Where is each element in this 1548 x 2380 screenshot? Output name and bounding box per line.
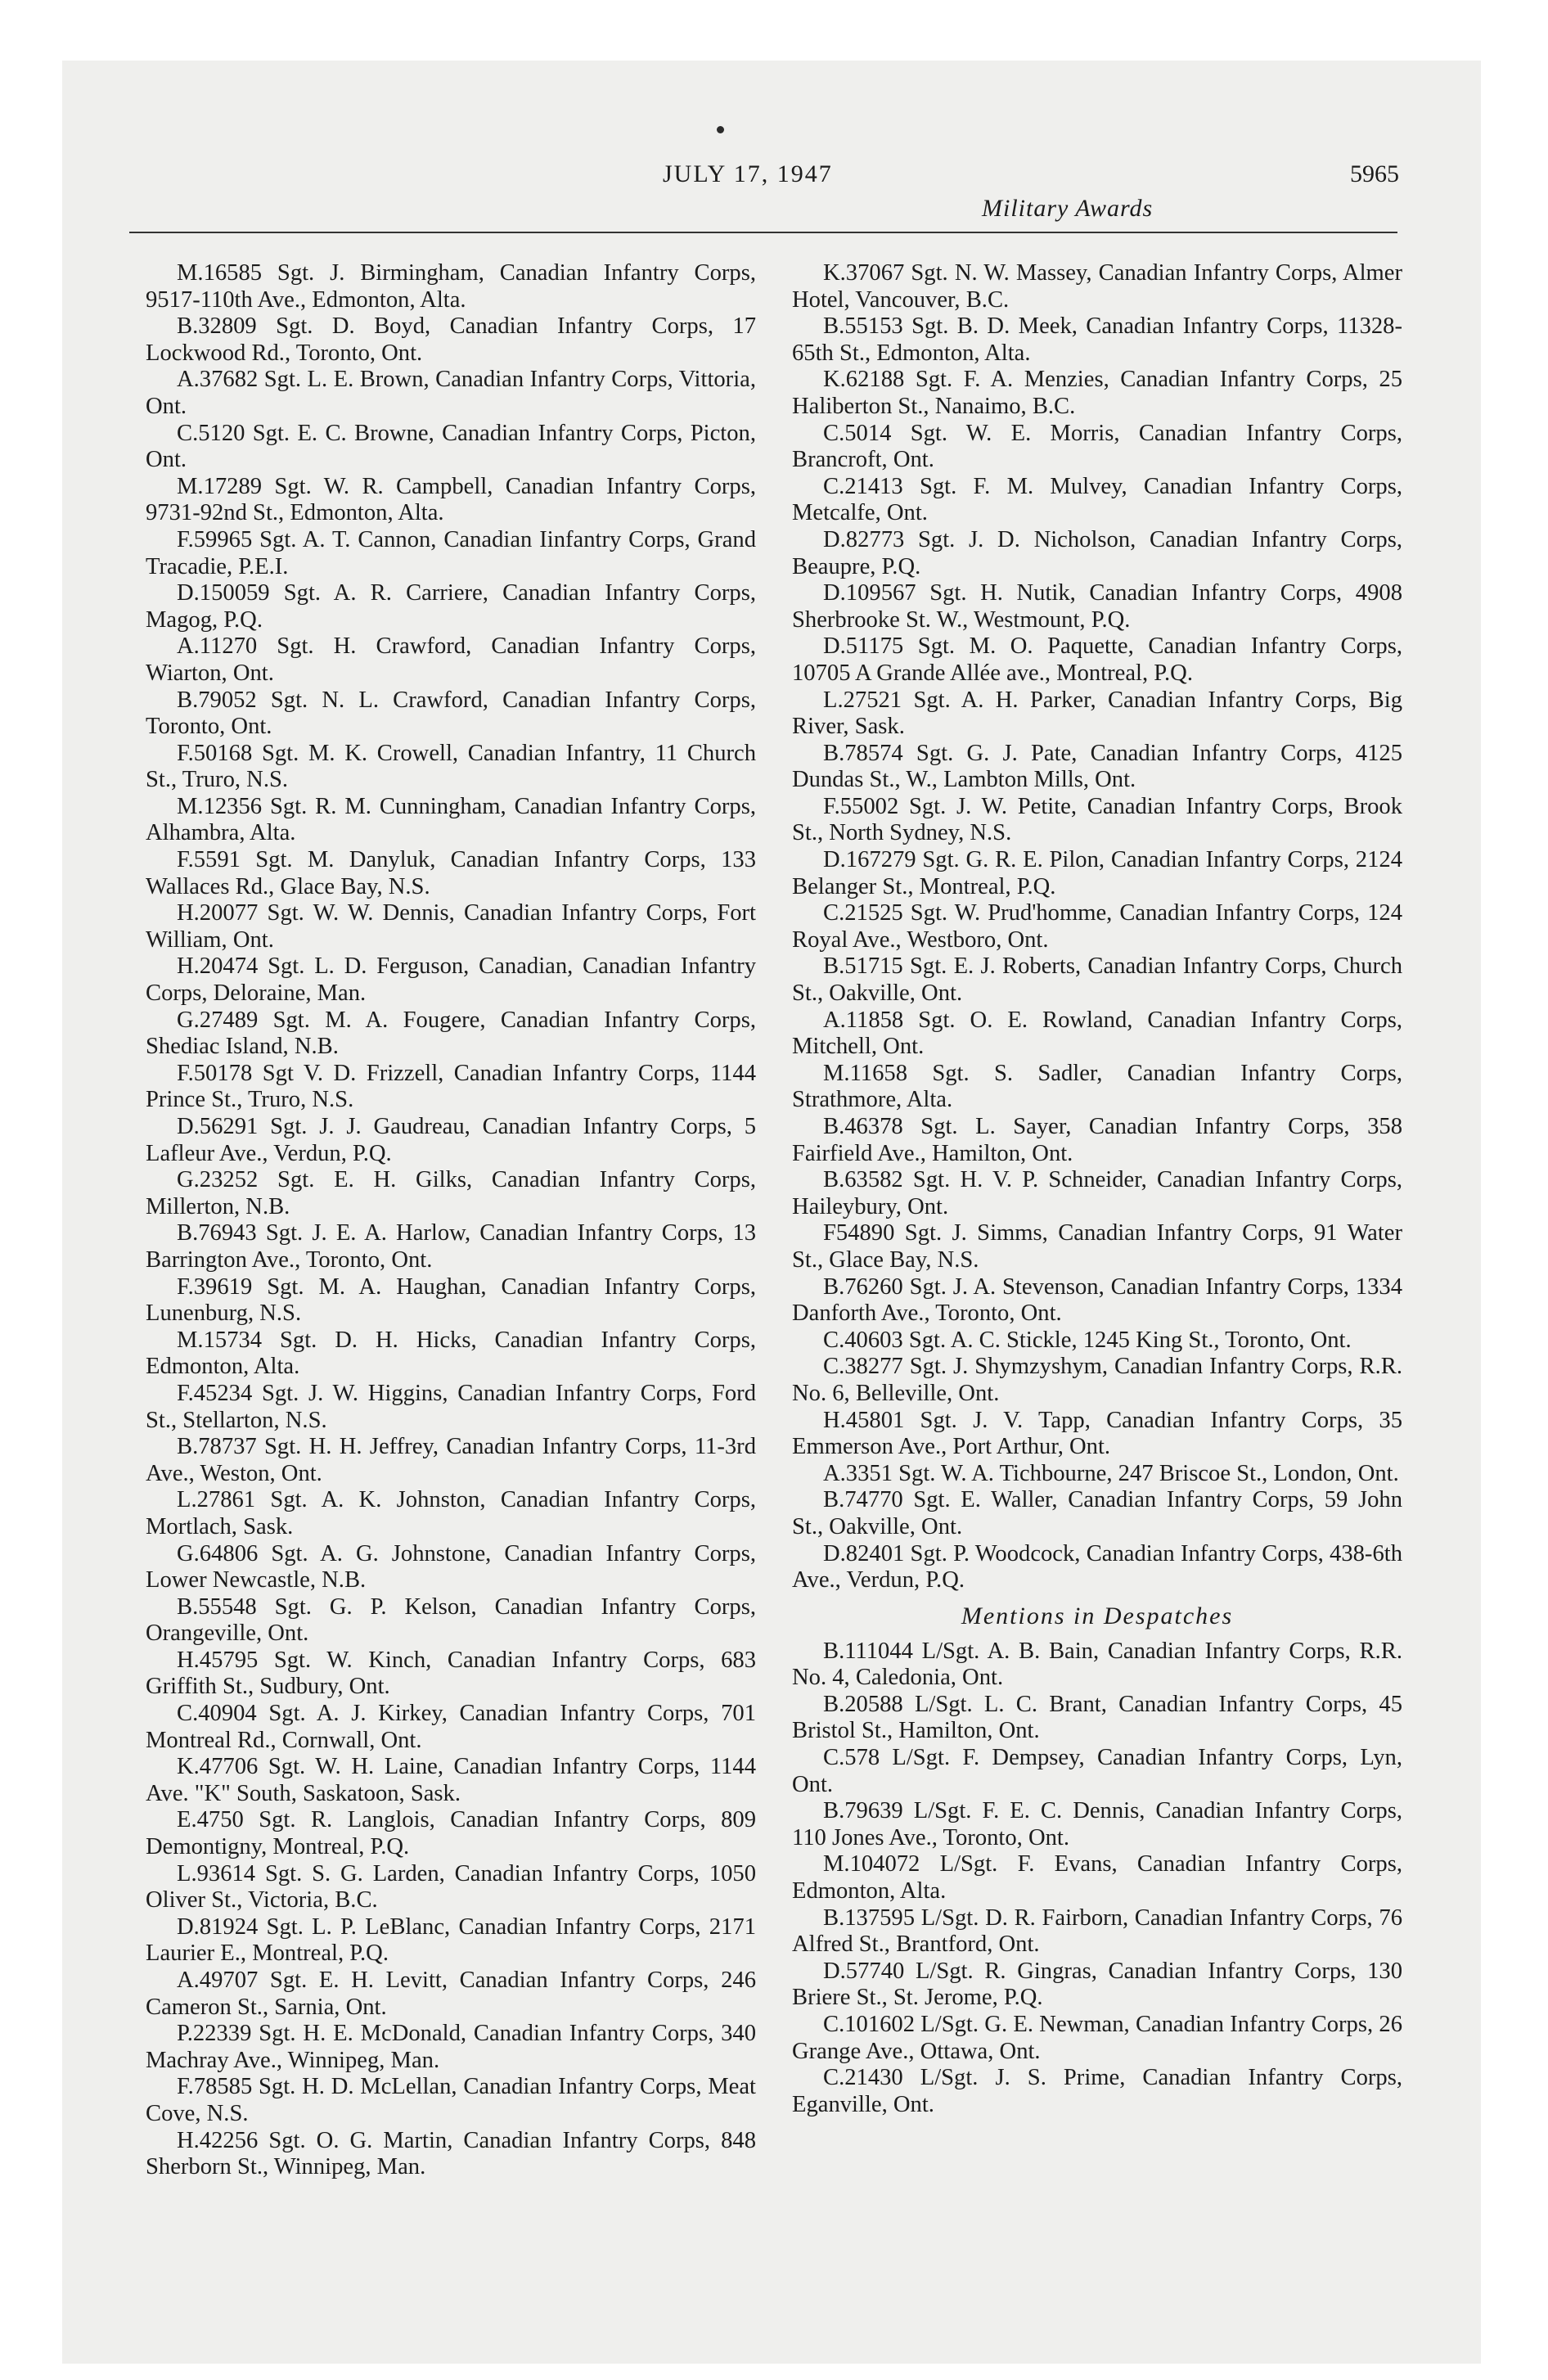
award-entry: G.23252 Sgt. E. H. Gilks, Canadian Infantry Corps, Millerton, N.B. [146,1167,756,1219]
award-list [792,260,1402,1594]
award-entry: C.5120 Sgt. E. C. Browne, Canadian Infantry Corps, Picton, Ont. [146,420,756,473]
award-entry: K.37067 Sgt. N. W. Massey, Canadian Infantry Corps, Almer Hotel, Vancouver, B.C. [792,260,1402,313]
award-entry: G.64806 Sgt. A. G. Johnstone, Canadian Infantry Corps, Lower Newcastle, N.B. [146,1540,756,1593]
award-entry: M.11658 Sgt. S. Sadler, Canadian Infantry Corps, Strathmore, Alta. [792,1060,1402,1113]
award-entry: B.76943 Sgt. J. E. A. Harlow, Canadian Infantry Corps, 13 Barrington Ave., Toronto, Ont. [146,1220,756,1273]
award-entry: F.5591 Sgt. M. Danyluk, Canadian Infantry Corps, 133 Wallaces Rd., Glace Bay, N.S. [146,847,756,899]
section-title: Military Awards [982,195,1154,222]
award-entry: C.21413 Sgt. F. M. Mulvey, Canadian Infantry Corps, Metcalfe, Ont. [792,473,1402,526]
award-entry: B.63582 Sgt. H. V. P. Schneider, Canadian Infantry Corps, Haileybury, Ont. [792,1167,1402,1219]
award-entry: P.22339 Sgt. H. E. McDonald, Canadian Infantry Corps, 340 Machray Ave., Winnipeg, Man. [146,2021,756,2073]
award-entry: B.76260 Sgt. J. A. Stevenson, Canadian Infantry Corps, 1334 Danforth Ave., Toronto, Ont. [792,1273,1402,1327]
award-entry: F54890 Sgt. J. Simms, Canadian Infantry Corps, 91 Water St., Glace Bay, N.S. [792,1220,1402,1273]
award-entry: B.79052 Sgt. N. L. Crawford, Canadian Infantry Corps, Toronto, Ont. [146,687,756,740]
right-column [792,260,1402,2118]
award-entry: C.38277 Sgt. J. Shymzyshym, Canadian Infantry Corps, R.R. No. 6, Belleville, Ont. [792,1354,1402,1406]
award-entry: L.27861 Sgt. A. K. Johnston, Canadian Infantry Corps, Mortlach, Sask. [146,1487,756,1539]
award-entry: A.3351 Sgt. W. A. Tichbourne, 247 Briscoe St., London, Ont. [823,1460,1399,1486]
award-entry: K.62188 Sgt. F. A. Menzies, Canadian Infantry Corps, 25 Haliberton St., Nanaimo, B.C. [792,367,1402,419]
award-entry: B.55153 Sgt. B. D. Meek, Canadian Infantry Corps, 11328-65th St., Edmonton, Alta. [792,313,1402,366]
award-entry: B.79639 L/Sgt. F. E. C. Dennis, Canadian Infantry Corps, 110 Jones Ave., Toronto, Ont. [792,1798,1402,1850]
award-entry: E.4750 Sgt. R. Langlois, Canadian Infantry Corps, 809 Demontigny, Montreal, P.Q. [146,1807,756,1860]
left-column [146,260,756,2181]
award-entry: H.45801 Sgt. J. V. Tapp, Canadian Infantry Corps, 35 Emmerson Ave., Port Arthur, Ont. [792,1407,1402,1460]
award-entry: A.37682 Sgt. L. E. Brown, Canadian Infantry Corps, Vittoria, Ont. [146,367,756,419]
award-entry: D.82773 Sgt. J. D. Nicholson, Canadian Infantry Corps, Beaupre, P.Q. [792,526,1402,579]
award-entry: F.50168 Sgt. M. K. Crowell, Canadian Infantry, 11 Church St., Truro, N.S. [146,740,756,793]
ink-dot [717,126,724,133]
award-entry: B.46378 Sgt. L. Sayer, Canadian Infantry Corps, 358 Fairfield Ave., Hamilton, Ont. [792,1114,1402,1166]
award-entry: A.11858 Sgt. O. E. Rowland, Canadian Infantry Corps, Mitchell, Ont. [792,1007,1402,1060]
award-entry: F.45234 Sgt. J. W. Higgins, Canadian Infantry Corps, Ford St., Stellarton, N.S. [146,1380,756,1433]
award-entry: H.20474 Sgt. L. D. Ferguson, Canadian, Canadian Infantry Corps, Deloraine, Man. [146,953,756,1007]
award-entry: D.56291 Sgt. J. J. Gaudreau, Canadian Infantry Corps, 5 Lafleur Ave., Verdun, P.Q. [146,1114,756,1166]
page-header [123,160,1399,242]
award-entry: M.104072 L/Sgt. F. Evans, Canadian Infantry Corps, Edmonton, Alta. [792,1851,1402,1904]
award-entry: F.78585 Sgt. H. D. McLellan, Canadian Infantry Corps, Meat Cove, N.S. [146,2074,756,2126]
award-entry: D.109567 Sgt. H. Nutik, Canadian Infantry Corps, 4908 Sherbrooke St. W., Westmount, P.Q. [792,580,1402,633]
award-entry: M.15734 Sgt. D. H. Hicks, Canadian Infantry Corps, Edmonton, Alta. [146,1327,756,1380]
award-entry: B.111044 L/Sgt. A. B. Bain, Canadian Infantry Corps, R.R. No. 4, Caledonia, Ont. [792,1638,1402,1691]
award-entry: B.78574 Sgt. G. J. Pate, Canadian Infantry Corps, 4125 Dundas St., W., Lambton Mills, Ont. [792,740,1402,793]
award-entry: C.40904 Sgt. A. J. Kirkey, Canadian Infantry Corps, 701 Montreal Rd., Cornwall, Ont. [146,1701,756,1753]
award-entry: C.21525 Sgt. W. Prud'homme, Canadian Infantry Corps, 124 Royal Ave., Westboro, Ont. [792,900,1402,953]
award-entry: B.137595 L/Sgt. D. R. Fairborn, Canadian Infantry Corps, 76 Alfred St., Brantford, Ont. [792,1904,1402,1958]
award-entry: L.27521 Sgt. A. H. Parker, Canadian Infantry Corps, Big River, Sask. [792,687,1402,740]
mentions-heading: Mentions in Despatches [961,1602,1234,1629]
award-entry: F.59965 Sgt. A. T. Cannon, Canadian Iinfantry Corps, Grand Tracadie, P.E.I. [146,526,756,579]
mentions-list [792,1639,1402,2119]
award-entry: M.12356 Sgt. R. M. Cunningham, Canadian Infantry Corps, Alhambra, Alta. [146,793,756,846]
award-entry: H.42256 Sgt. O. G. Martin, Canadian Infantry Corps, 848 Sherborn St., Winnipeg, Man. [146,2127,756,2180]
award-entry: H.20077 Sgt. W. W. Dennis, Canadian Infantry Corps, Fort William, Ont. [146,900,756,953]
award-entry: B.78737 Sgt. H. H. Jeffrey, Canadian Infantry Corps, 11-3rd Ave., Weston, Ont. [146,1434,756,1486]
page-number: 5965 [1350,160,1399,187]
award-entry: L.93614 Sgt. S. G. Larden, Canadian Infantry Corps, 1050 Oliver St., Victoria, B.C. [146,1860,756,1913]
award-entry: D.167279 Sgt. G. R. E. Pilon, Canadian Infantry Corps, 2124 Belanger St., Montreal, P.Q. [792,847,1402,899]
award-entry: A.11270 Sgt. H. Crawford, Canadian Infantry Corps, Wiarton, Ont. [146,633,756,686]
award-entry: B.51715 Sgt. E. J. Roberts, Canadian Infantry Corps, Church St., Oakville, Ont. [792,953,1402,1007]
award-entry: D.51175 Sgt. M. O. Paquette, Canadian Infantry Corps, 10705 A Grande Allée ave., Montreal, P.Q. [792,633,1402,686]
award-entry: B.32809 Sgt. D. Boyd, Canadian Infantry Corps, 17 Lockwood Rd., Toronto, Ont. [146,313,756,366]
award-entry: C.21430 L/Sgt. J. S. Prime, Canadian Infantry Corps, Eganville, Ont. [792,2065,1402,2117]
page-date: JULY 17, 1947 [663,160,833,187]
award-entry: C.40603 Sgt. A. C. Stickle, 1245 King St., Toronto, Ont. [823,1327,1352,1353]
award-entry: C.578 L/Sgt. F. Dempsey, Canadian Infantry Corps, Lyn, Ont. [792,1745,1402,1797]
award-entry: B.55548 Sgt. G. P. Kelson, Canadian Infantry Corps, Orangeville, Ont. [146,1593,756,1647]
award-entry: D.81924 Sgt. L. P. LeBlanc, Canadian Infantry Corps, 2171 Laurier E., Montreal, P.Q. [146,1913,756,1967]
award-entry: F.39619 Sgt. M. A. Haughan, Canadian Infantry Corps, Lunenburg, N.S. [146,1273,756,1327]
award-entry: F.50178 Sgt V. D. Frizzell, Canadian Infantry Corps, 1144 Prince St., Truro, N.S. [146,1060,756,1113]
award-entry: D.150059 Sgt. A. R. Carriere, Canadian Infantry Corps, Magog, P.Q. [146,580,756,633]
award-entry: B.20588 L/Sgt. L. C. Brant, Canadian Infantry Corps, 45 Bristol St., Hamilton, Ont. [792,1691,1402,1744]
award-entry: B.74770 Sgt. E. Waller, Canadian Infantry Corps, 59 John St., Oakville, Ont. [792,1487,1402,1539]
header-rule [129,232,1397,233]
award-entry: K.47706 Sgt. W. H. Laine, Canadian Infantry Corps, 1144 Ave. "K" South, Saskatoon, Sask. [146,1754,756,1806]
award-entry: C.5014 Sgt. W. E. Morris, Canadian Infantry Corps, Brancroft, Ont. [792,420,1402,473]
award-entry: G.27489 Sgt. M. A. Fougere, Canadian Infantry Corps, Shediac Island, N.B. [146,1007,756,1060]
award-entry: M.17289 Sgt. W. R. Campbell, Canadian Infantry Corps, 9731-92nd St., Edmonton, Alta. [146,473,756,526]
award-entry: F.55002 Sgt. J. W. Petite, Canadian Infantry Corps, Brook St., North Sydney, N.S. [792,793,1402,846]
award-entry: D.82401 Sgt. P. Woodcock, Canadian Infantry Corps, 438-6th Ave., Verdun, P.Q. [792,1540,1402,1593]
award-entry: M.16585 Sgt. J. Birmingham, Canadian Infantry Corps, 9517-110th Ave., Edmonton, Alta. [146,260,756,313]
award-entry: H.45795 Sgt. W. Kinch, Canadian Infantry Corps, 683 Griffith St., Sudbury, Ont. [146,1647,756,1700]
award-entry: D.57740 L/Sgt. R. Gingras, Canadian Infantry Corps, 130 Briere St., St. Jerome, P.Q. [792,1958,1402,2011]
award-entry: C.101602 L/Sgt. G. E. Newman, Canadian Infantry Corps, 26 Grange Ave., Ottawa, Ont. [792,2012,1402,2064]
award-entry: A.49707 Sgt. E. H. Levitt, Canadian Infantry Corps, 246 Cameron St., Sarnia, Ont. [146,1968,756,2020]
